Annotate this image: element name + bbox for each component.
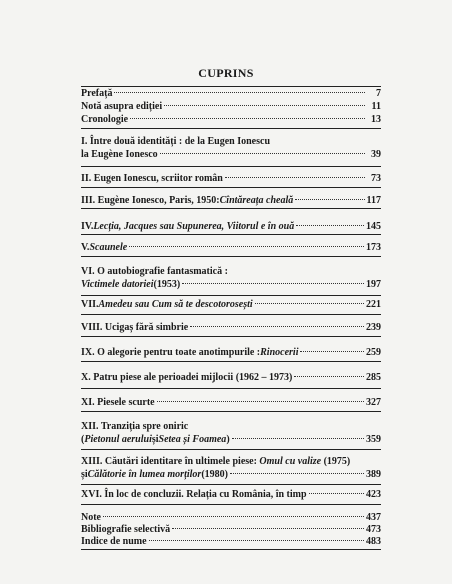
toc-entry-prefata: Prefață 7 [81, 88, 381, 99]
toc-entry-ch6: VI. O autobiografie fantasmatică : Victimele datoriei (1953) 197 [81, 266, 381, 290]
bottom-rule [81, 549, 381, 550]
rule-ch2 [81, 187, 381, 188]
toc-entry-ch9: IX. O alegorie pentru toate anotimpurile : Rinocerii 259 [81, 347, 381, 358]
toc-entry-ch12: XII. Tranziția spre oniric ( Pietonul aerului și Setea și Foamea ) 359 [81, 421, 381, 445]
toc-entry-ch3: III. Eugène Ionesco, Paris, 1950: Cîntăreața cheală 117 [81, 195, 381, 206]
rule-ch9 [81, 361, 381, 362]
rule-ch3 [81, 208, 381, 209]
rule-ch11 [81, 411, 381, 412]
rule-ch6 [81, 295, 381, 296]
toc-entry-ch16: XVI. În loc de concluzii. Relația cu România, în timp 423 [81, 489, 381, 500]
toc-entry-ch2: II. Eugen Ionescu, scriitor român 73 [81, 173, 381, 184]
toc-entry-ch1: I. Între două identități : de la Eugen Ionescu la Eugène Ionesco 39 [81, 136, 381, 160]
rule-ch7 [81, 314, 381, 315]
rule-ch10 [81, 388, 381, 389]
toc-entry-ch8: VIII. Ucigaș fără simbrie 239 [81, 322, 381, 333]
toc-entry-cronologie: Cronologie 13 [81, 114, 381, 125]
rule-ch5 [81, 256, 381, 257]
rule-ch8 [81, 336, 381, 337]
toc-entry-note: Note 437 [81, 512, 381, 523]
toc-entry-nota: Notă asupra ediției 11 [81, 101, 381, 112]
toc-entry-ch11: XI. Piesele scurte 327 [81, 397, 381, 408]
rule-ch1 [81, 166, 381, 167]
rule-ch13 [81, 484, 381, 485]
toc-entry-ch4: IV. Lecția, Jacques sau Supunerea, Viitorul e în ouă 145 [81, 221, 381, 232]
toc-entry-ch5: V. Scaunele 173 [81, 242, 381, 253]
toc-entry-ch13: XIII. Căutări identitare în ultimele piese: Omul cu valize (1975) și Călătorie în lumea morților (1980) 389 [81, 456, 381, 480]
toc-entry-indice: Indice de nume 483 [81, 536, 381, 547]
rule-ch12 [81, 449, 381, 450]
rule-ch4 [81, 234, 381, 235]
rule-ch16 [81, 504, 381, 505]
page-title: CUPRINS [198, 66, 254, 80]
toc-entry-ch10: X. Patru piese ale perioadei mijlocii (1962 – 1973) 285 [81, 372, 381, 383]
toc-entry-ch7: VII. Amedeu sau Cum să te descotorosești 221 [81, 299, 381, 310]
rule-after-front [81, 128, 381, 129]
toc-entry-bibliografie: Bibliografie selectivă 473 [81, 524, 381, 535]
